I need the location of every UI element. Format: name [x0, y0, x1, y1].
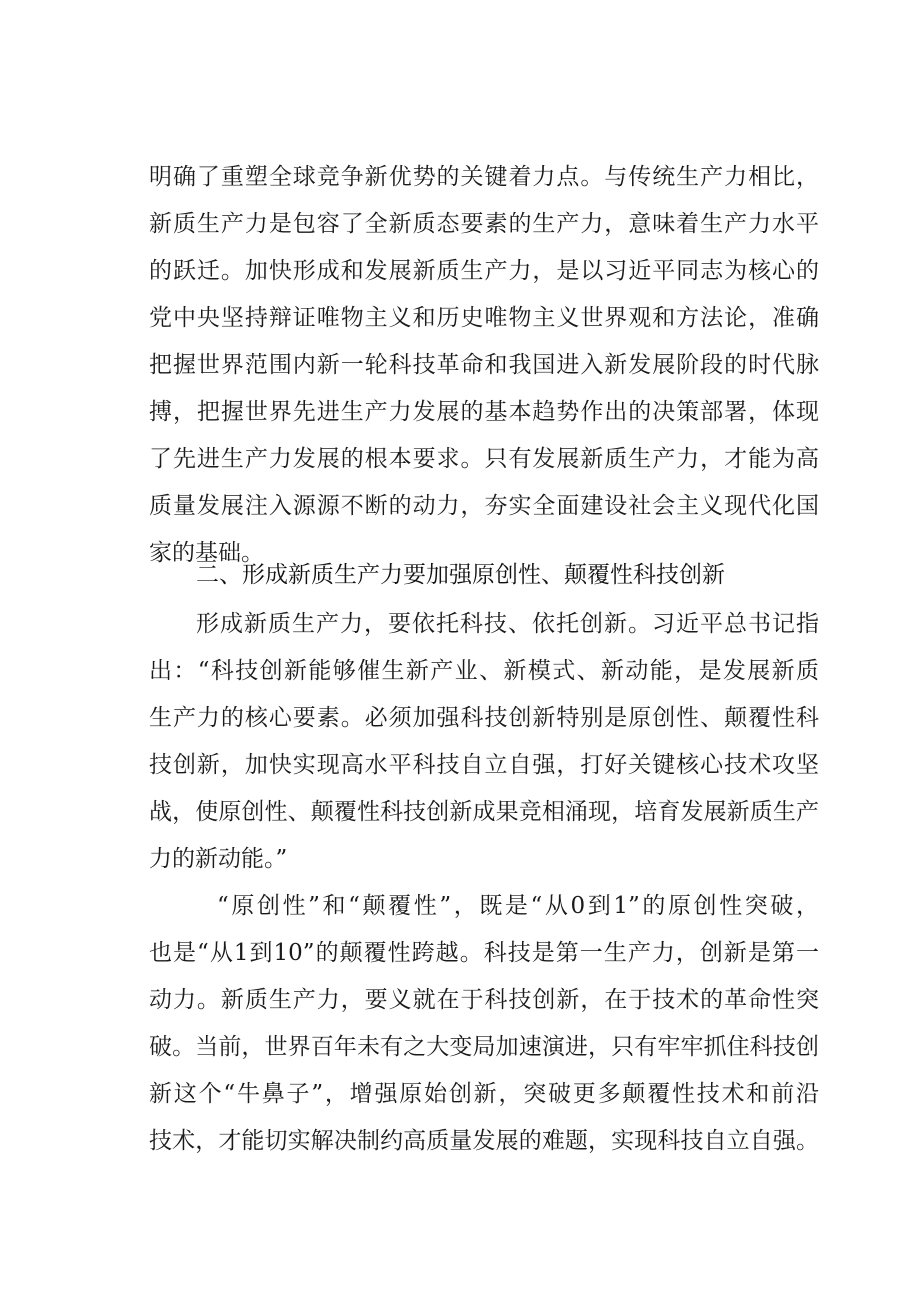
- paragraph3-line-2: 也是“从1到10”的颠覆性跨越。科技是第一生产力，创新是第一: [149, 940, 819, 966]
- paragraph1-line-9: 家的基础。: [149, 540, 264, 566]
- paragraph3-line-5: 新这个“牛鼻子”，增强原始创新，突破更多颠覆性技术和前沿: [149, 1081, 819, 1107]
- paragraph2-line-2: 出：“科技创新能够催生新产业、新模式、新动能，是发展新质: [149, 658, 819, 684]
- paragraph2-line-1: 形成新质生产力，要依托科技、依托创新。习近平总书记指: [196, 611, 819, 637]
- paragraph3-line-6: 技术，才能切实解决制约高质量发展的难题，实现科技自立自强。: [149, 1128, 819, 1154]
- paragraph1-line-6: 搏，把握世界先进生产力发展的基本趋势作出的决策部署，体现: [149, 399, 819, 425]
- paragraph3-line-4: 破。当前，世界百年未有之大变局加速演进，只有牢牢抓住科技创: [149, 1034, 819, 1060]
- paragraph2-line-3: 生产力的核心要素。必须加强科技创新特别是原创性、颠覆性科: [149, 705, 819, 731]
- paragraph3-line-3: 动力。新质生产力，要义就在于科技创新，在于技术的革命性突: [149, 987, 819, 1013]
- section-heading: 二、形成新质生产力要加强原创性、颠覆性科技创新: [196, 562, 725, 588]
- paragraph1-line-4: 党中央坚持辩证唯物主义和历史唯物主义世界观和方法论，准确: [149, 305, 819, 331]
- paragraph1-line-7: 了先进生产力发展的根本要求。只有发展新质生产力，才能为高: [149, 446, 819, 472]
- paragraph3-line-1: “原创性”和“颠覆性”，既是“从0到1”的原创性突破，: [217, 893, 819, 919]
- paragraph1-line-1: 明确了重塑全球竞争新优势的关键着力点。与传统生产力相比，: [149, 164, 819, 190]
- paragraph1-line-5: 把握世界范围内新一轮科技革命和我国进入新发展阶段的时代脉: [149, 352, 819, 378]
- paragraph1-line-8: 质量发展注入源源不断的动力，夯实全面建设社会主义现代化国: [149, 493, 819, 519]
- paragraph1-line-2: 新质生产力是包容了全新质态要素的生产力，意味着生产力水平: [149, 211, 819, 237]
- paragraph1-line-3: 的跃迁。加快形成和发展新质生产力，是以习近平同志为核心的: [149, 258, 819, 284]
- paragraph2-line-5: 战，使原创性、颠覆性科技创新成果竞相涌现，培育发展新质生产: [149, 799, 819, 825]
- paragraph2-line-4: 技创新，加快实现高水平科技自立自强，打好关键核心技术攻坚: [149, 752, 819, 778]
- paragraph2-line-6: 力的新动能。”: [149, 846, 288, 872]
